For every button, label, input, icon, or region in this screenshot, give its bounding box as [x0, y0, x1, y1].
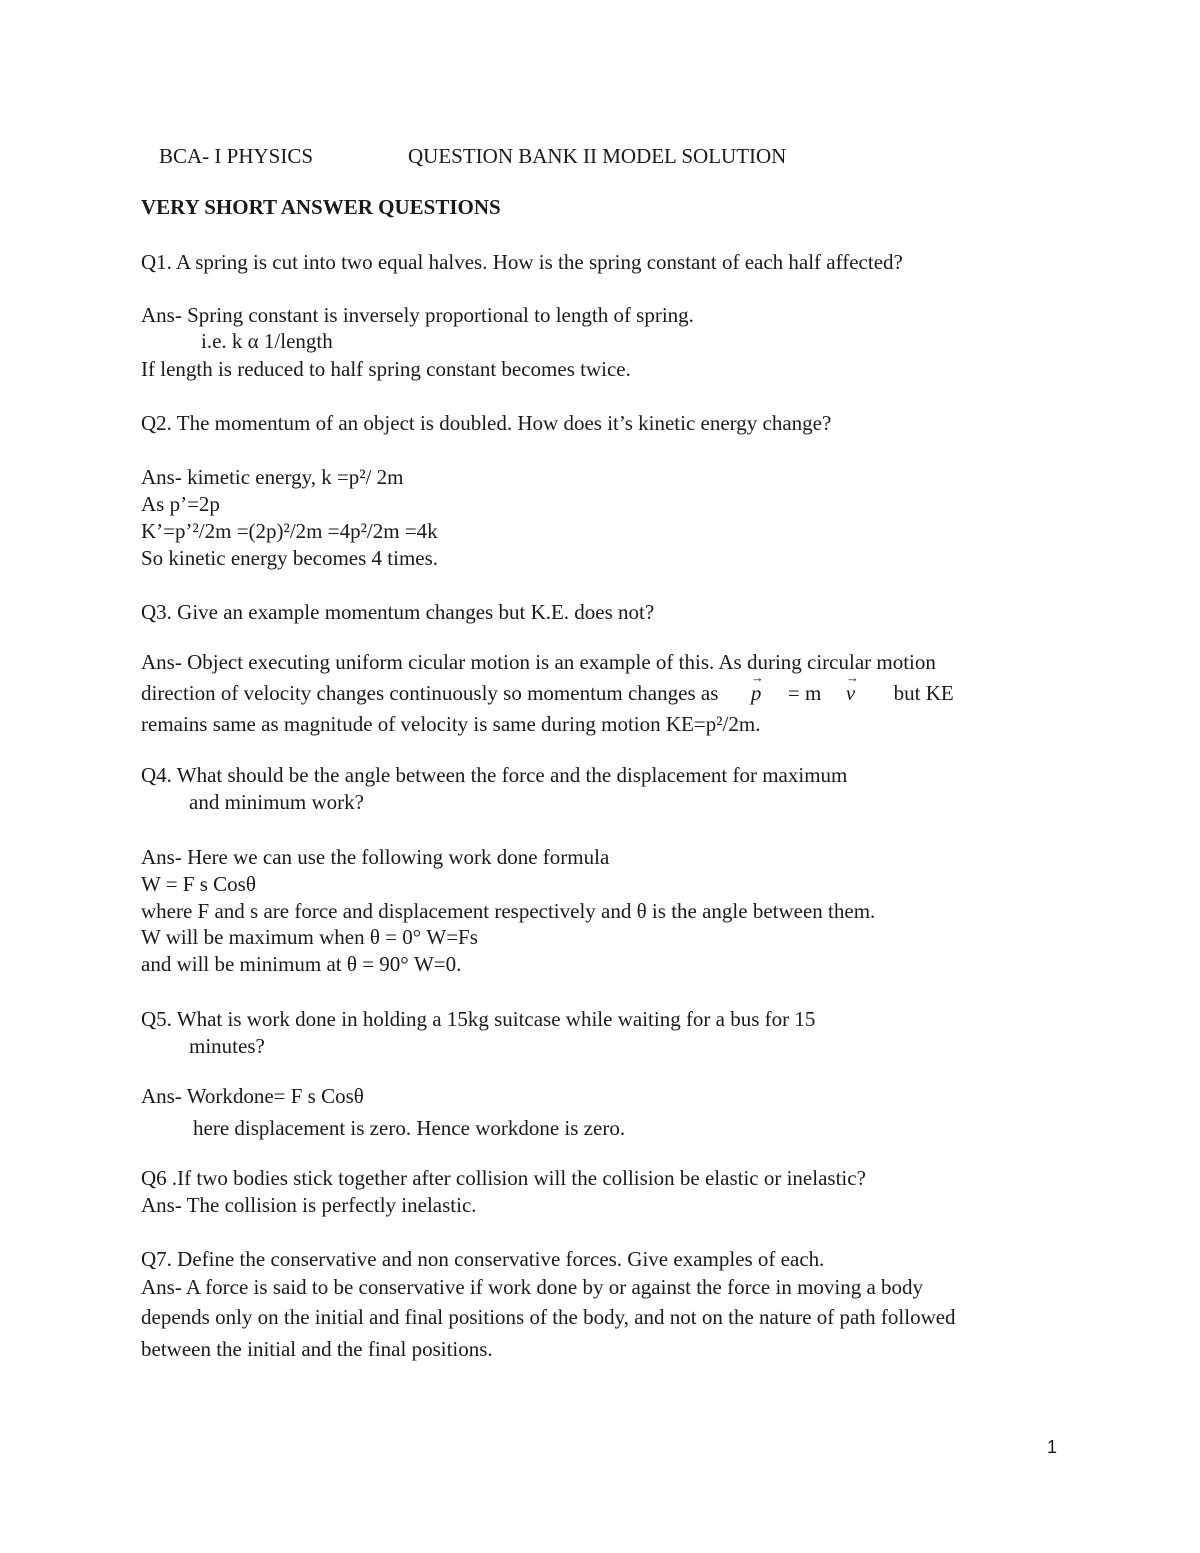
q2-answer-line4: So kinetic energy becomes 4 times. — [141, 546, 439, 570]
q4-question-line1: Q4. What should be the angle between the force and the displacement for maximum — [141, 763, 848, 787]
q7-question: Q7. Define the conservative and non conservative forces. Give examples of each. — [141, 1247, 825, 1271]
q7-answer-line3: between the initial and the final positions. — [141, 1337, 493, 1361]
equals-m: = m — [787, 681, 822, 705]
q3-answer-line2-end: but KE — [893, 681, 954, 705]
q1-answer-line1: Ans- Spring constant is inversely proportional to length of spring. — [141, 303, 694, 327]
q1-answer-line3: If length is reduced to half spring constant becomes twice. — [141, 357, 631, 381]
q4-question-line2: and minimum work? — [189, 790, 364, 814]
q3-answer-line3: remains same as magnitude of velocity is same during motion KE=p²/2m. — [141, 712, 761, 736]
q7-answer-line1: Ans- A force is said to be conservative if work done by or against the force in moving a body — [141, 1275, 924, 1299]
velocity-vector: → v — [846, 683, 855, 704]
q5-question-line1: Q5. What is work done in holding a 15kg suitcase while waiting for a bus for 15 — [141, 1007, 816, 1031]
q2-answer-line2: As p’=2p — [141, 492, 220, 516]
section-title: VERY SHORT ANSWER QUESTIONS — [141, 195, 501, 219]
q3-question: Q3. Give an example momentum changes but K.E. does not? — [141, 600, 655, 624]
header-course: BCA- I PHYSICS — [159, 144, 314, 168]
q2-answer-line1: Ans- kimetic energy, k =p²/ 2m — [141, 465, 404, 489]
q5-answer-line1: Ans- Workdone= F s Cosθ — [141, 1084, 364, 1108]
q3-answer-line2-text: direction of velocity changes continuously so momentum changes as — [141, 681, 719, 705]
q4-answer-line1: Ans- Here we can use the following work done formula — [141, 845, 610, 869]
q7-answer-line2: depends only on the initial and final positions of the body, and not on the nature of path followed — [141, 1305, 956, 1329]
q4-answer-line3: where F and s are force and displacement respectively and θ is the angle between them. — [141, 899, 876, 923]
header-title: QUESTION BANK II MODEL SOLUTION — [408, 144, 787, 168]
q2-answer-line3: K’=p’²/2m =(2p)²/2m =4p²/2m =4k — [141, 519, 438, 543]
q6-answer: Ans- The collision is perfectly inelastic. — [141, 1193, 477, 1217]
q1-question: Q1. A spring is cut into two equal halves. How is the spring constant of each half affected? — [141, 250, 903, 274]
q3-answer-line2 — [141, 683, 954, 704]
q5-answer-line2: here displacement is zero. Hence workdone is zero. — [193, 1116, 626, 1140]
q4-answer-line2: W = F s Cosθ — [141, 872, 256, 896]
q4-answer-line5: and will be minimum at θ = 90° W=0. — [141, 952, 462, 976]
momentum-vector: → p — [751, 683, 762, 704]
q3-answer-line1: Ans- Object executing uniform cicular motion is an example of this. As during circular motion — [141, 650, 936, 674]
q6-question: Q6 .If two bodies stick together after collision will the collision be elastic or inelastic? — [141, 1166, 866, 1190]
q4-answer-line4: W will be maximum when θ = 0° W=Fs — [141, 925, 478, 949]
q1-answer-line2: i.e. k α 1/length — [201, 329, 333, 353]
page-number: 1 — [1047, 1437, 1058, 1457]
q2-question: Q2. The momentum of an object is doubled. How does it’s kinetic energy change? — [141, 411, 832, 435]
q5-question-line2: minutes? — [189, 1034, 265, 1058]
